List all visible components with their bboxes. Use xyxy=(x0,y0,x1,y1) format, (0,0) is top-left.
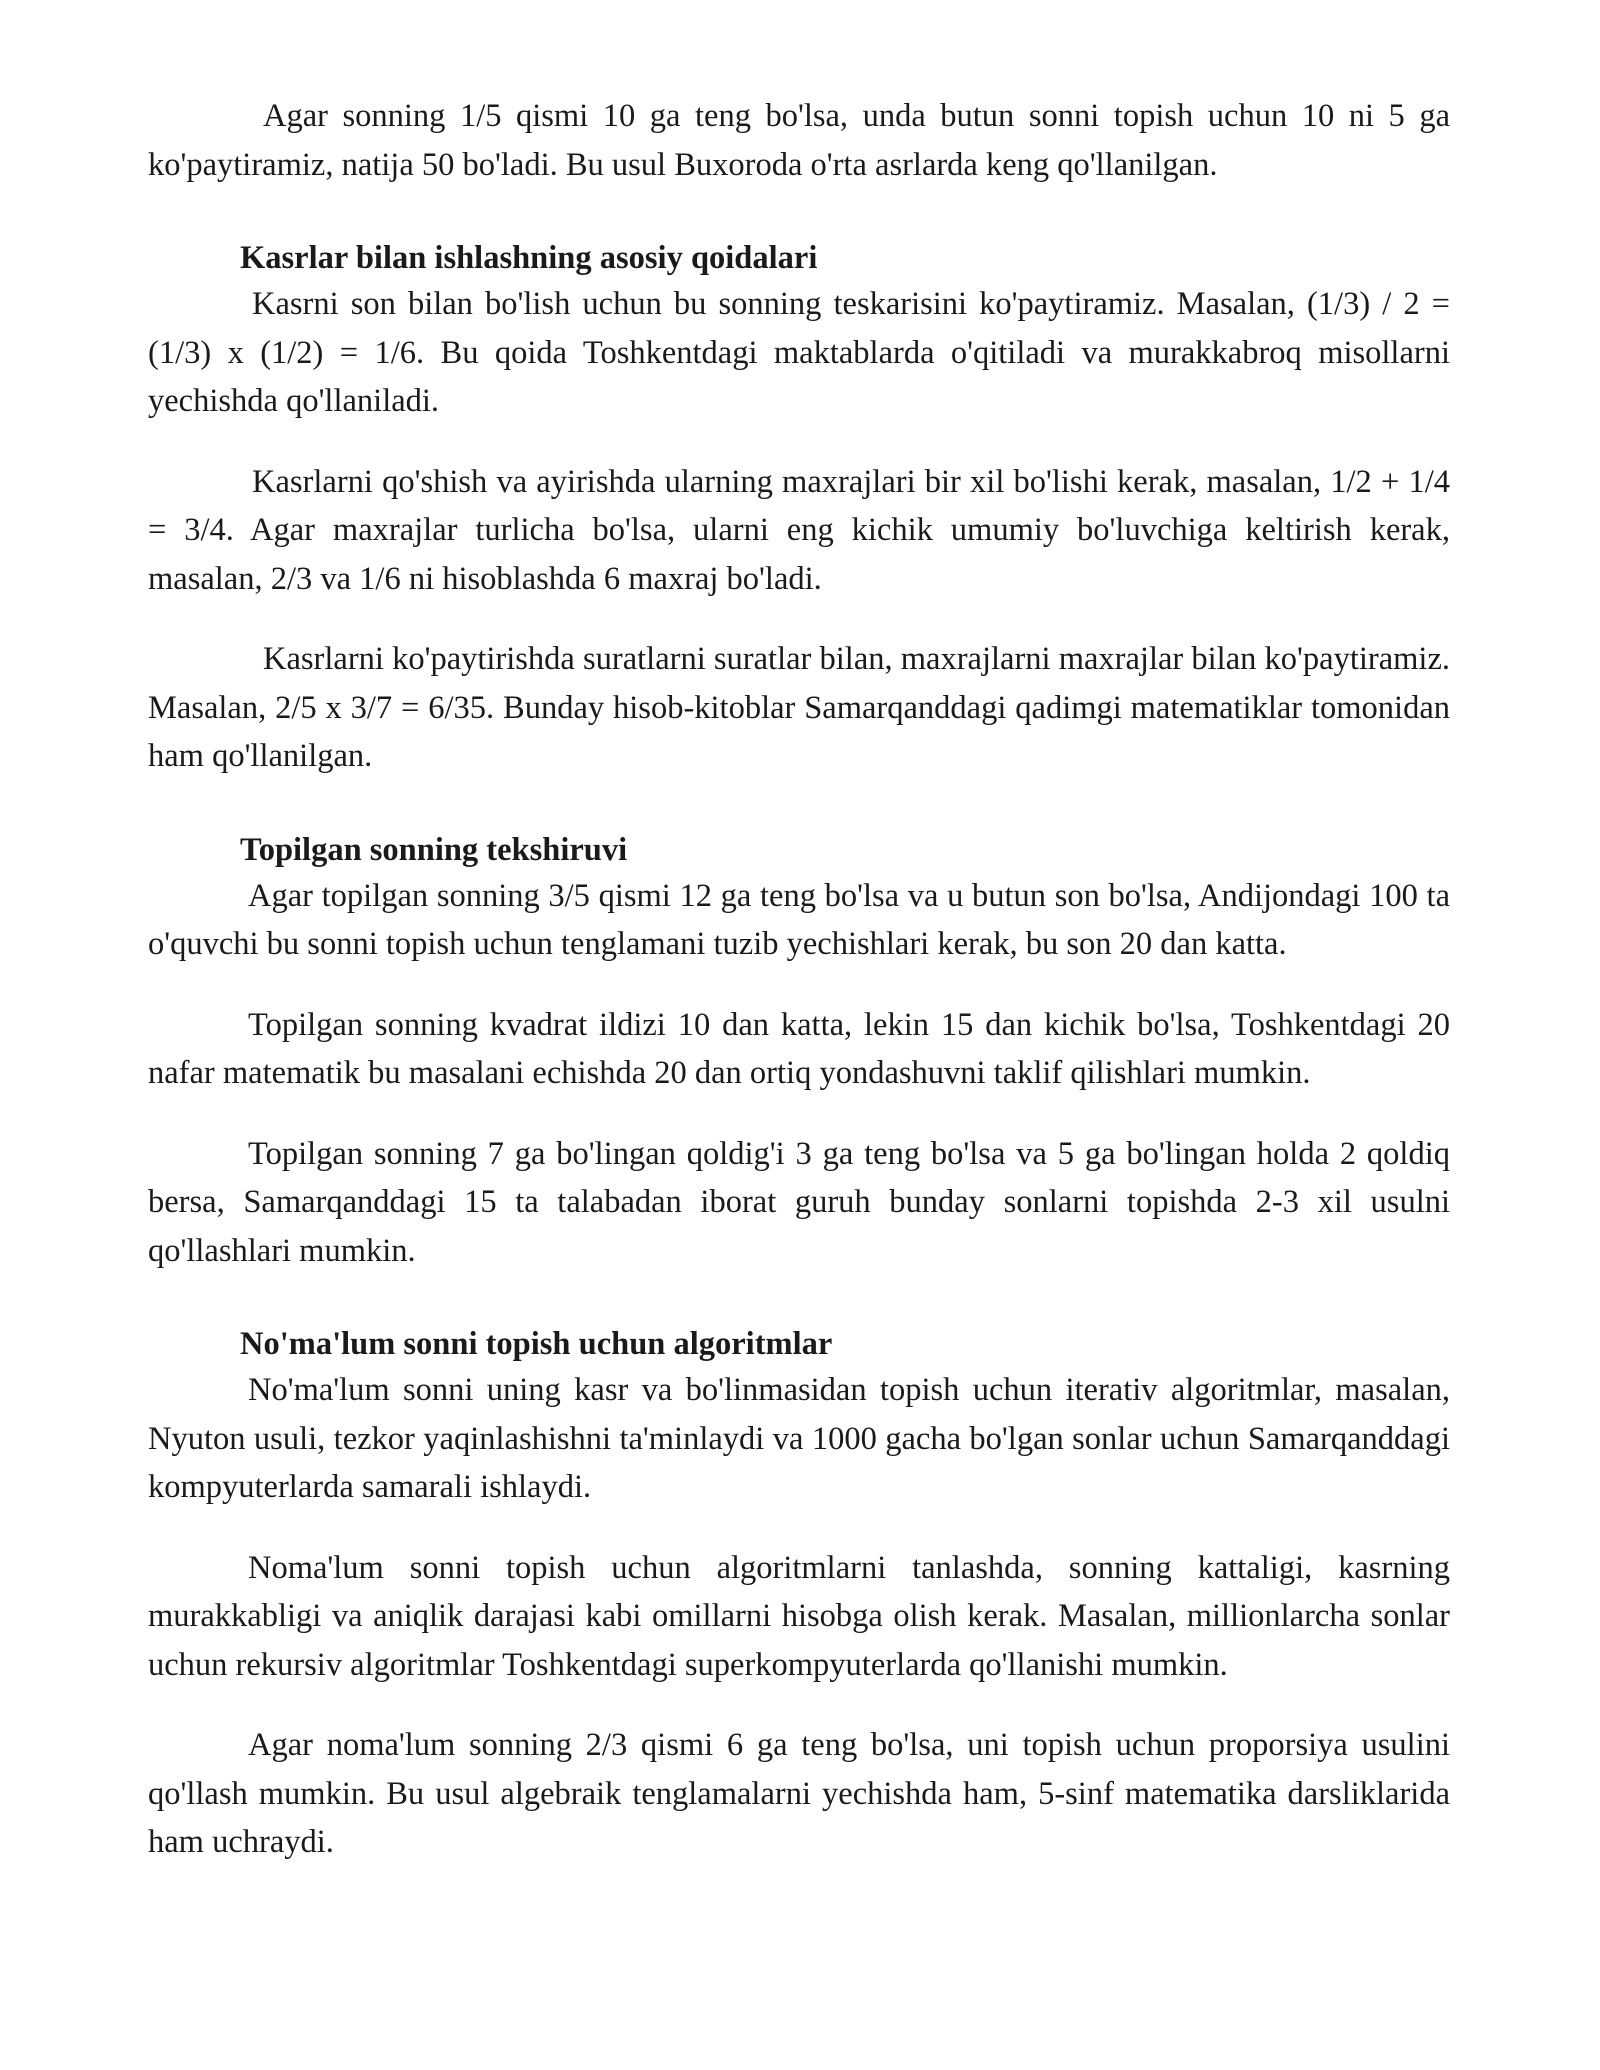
paragraph-algorithms-1: No'ma'lum sonni uning kasr va bo'linmasidan topish uchun iterativ algoritmlar, masalan, Nyuton usuli, tezkor yaqinlashishni ta'minlaydi va 1000 gacha bo'lgan sonlar uchun Samarqanddagi kompyuterlarda samarali ishlaydi. xyxy=(148,1372,1450,1505)
section-heading-fraction-rules: Kasrlar bilan ishlashning asosiy qoidalari xyxy=(240,240,818,276)
paragraph-algorithms-3: Agar noma'lum sonning 2/3 qismi 6 ga teng bo'lsa, uni topish uchun proporsiya usulini qo'llash mumkin. Bu usul algebraik tenglamalarni yechishda ham, 5-sinf matematika darsliklarida ham uchraydi. xyxy=(148,1727,1450,1860)
paragraph-division: Kasrni son bilan bo'lish uchun bu sonning teskarisini ko'paytiramiz. Masalan, (1/3) / 2 = (1/3) x (1/2) = 1/6. Bu qoida Toshkentdagi maktablarda o'qitiladi va murakkabroq misollarni yechishda qo'llaniladi. xyxy=(148,286,1450,419)
paragraph-verification-3: Topilgan sonning 7 ga bo'lingan qoldig'i 3 ga teng bo'lsa va 5 ga bo'lingan holda 2 qoldiq bersa, Samarqanddagi 15 ta talabadan iborat guruh bunday sonlarni topishda 2-3 xil usulni qo'llashlari mumkin. xyxy=(148,1135,1450,1269)
document-page xyxy=(148,92,1450,1867)
paragraph-algorithms-2: Noma'lum sonni topish uchun algoritmlarni tanlashda, sonning kattaligi, kasrning murakkabligi va aniqlik darajasi kabi omillarni hisobga olish kerak. Masalan, millionlarcha sonlar uchun rekursiv algoritmlar Toshkentdagi superkompyuterlarda qo'llanishi mumkin. xyxy=(148,1549,1450,1683)
section-heading-verification: Topilgan sonning tekshiruvi xyxy=(240,831,628,868)
paragraph-intro: Agar sonning 1/5 qismi 10 ga teng bo'lsa, unda butun sonni topish uchun 10 ni 5 ga ko'paytiramiz, natija 50 bo'ladi. Bu usul Buxoroda o'rta asrlarda keng qo'llanilgan. xyxy=(148,98,1450,183)
paragraph-verification-2: Topilgan sonning kvadrat ildizi 10 dan katta, lekin 15 dan kichik bo'lsa, Toshkentdagi 20 nafar matematik bu masalani echishda 20 dan ortiq yondashuvni taklif qilishlari mumkin. xyxy=(148,1006,1450,1091)
paragraph-multiplication: Kasrlarni ko'paytirishda suratlarni suratlar bilan, maxrajlarni maxrajlar bilan ko'paytiramiz. Masalan, 2/5 x 3/7 = 6/35. Bunday hisob-kitoblar Samarqanddagi qadimgi matematiklar tomonidan ham qo'llanilgan. xyxy=(148,641,1450,774)
paragraph-addition: Kasrlarni qo'shish va ayirishda ularning maxrajlari bir xil bo'lishi kerak, masalan, 1/2 + 1/4 = 3/4. Agar maxrajlar turlicha bo'lsa, ularni eng kichik umumiy bo'luvchiga keltirish kerak, masalan, 2/3 va 1/6 ni hisoblashda 6 maxraj bo'ladi. xyxy=(148,463,1450,597)
section-heading-algorithms: No'ma'lum sonni topish uchun algoritmlar xyxy=(240,1326,833,1362)
paragraph-verification-1: Agar topilgan sonning 3/5 qismi 12 ga teng bo'lsa va u butun son bo'lsa, Andijondagi 100 ta o'quvchi bu sonni topish uchun tenglamani tuzib yechishlari kerak, bu son 20 dan katta. xyxy=(148,877,1450,962)
